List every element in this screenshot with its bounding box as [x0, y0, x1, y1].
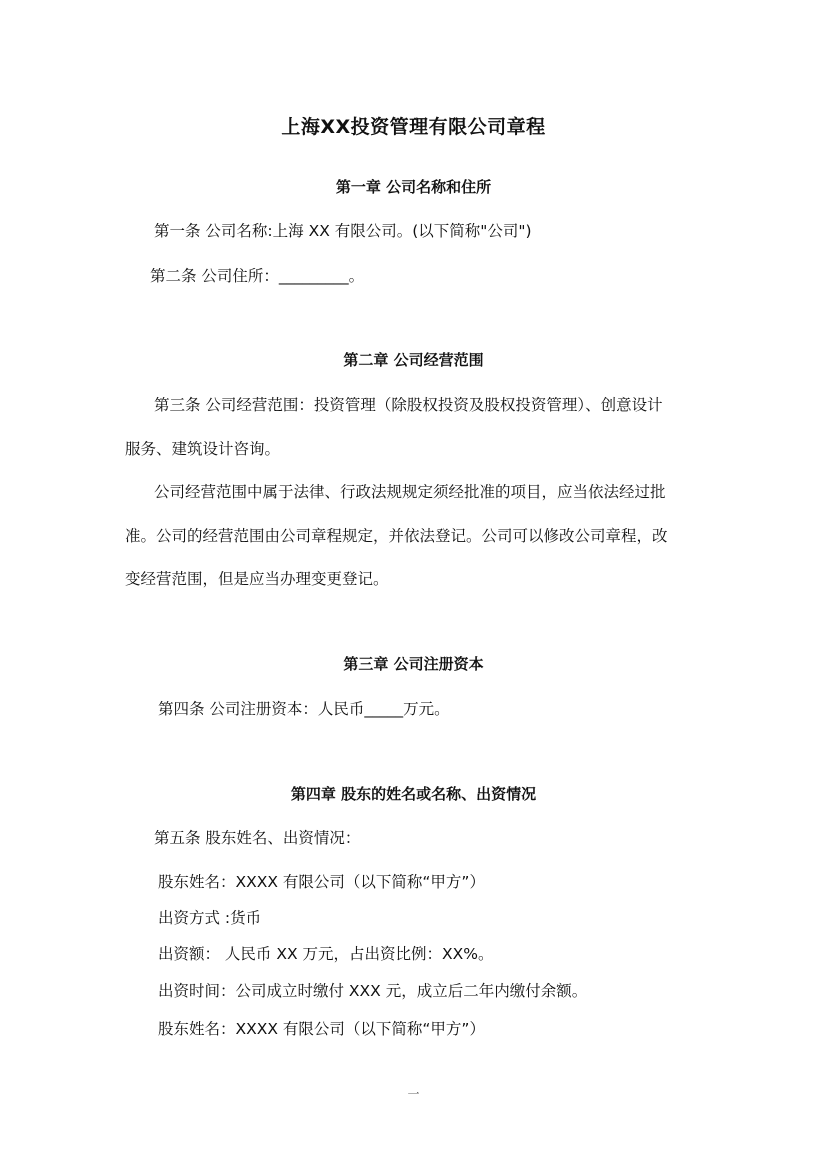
chapter-2-heading: 第二章 公司经营范围 — [343, 351, 484, 369]
article-1: 第一条 公司名称:上海 XX 有限公司。(以下简称"公司") — [154, 222, 532, 240]
contribution-amount: 出资额： 人民币 XX 万元，占出资比例：XX%。 — [158, 945, 494, 963]
chapter-1-heading: 第一章 公司名称和住所 — [335, 178, 492, 196]
contribution-time: 出资时间：公司成立时缴付 XXX 元，成立后二年内缴付余额。 — [158, 982, 588, 1000]
document-title: 上海XX投资管理有限公司章程 — [281, 116, 546, 138]
chapter-4-heading: 第四章 股东的姓名或名称、出资情况 — [290, 785, 537, 803]
article-5: 第五条 股东姓名、出资情况： — [154, 829, 361, 847]
article-4: 第四条 公司注册资本：人民币_____万元。 — [158, 700, 450, 718]
article-3-line-1: 第三条 公司经营范围：投资管理（除股权投资及股权投资管理）、创意设计 — [154, 396, 663, 414]
shareholder-name-2: 股东姓名：XXXX 有限公司（以下简称“甲方”） — [158, 1020, 485, 1038]
chapter-3-heading: 第三章 公司注册资本 — [343, 655, 484, 673]
article-3-line-2: 服务、建筑设计咨询。 — [125, 440, 281, 458]
article-2: 第二条 公司住所：_________。 — [150, 267, 365, 285]
page-number: 一 — [407, 1087, 420, 1101]
contribution-method: 出资方式 :货币 — [158, 909, 262, 927]
scope-paragraph-line-1: 公司经营范围中属于法律、行政法规规定须经批准的项目，应当依法经过批 — [154, 483, 666, 501]
scope-paragraph-line-3: 变经营范围，但是应当办理变更登记。 — [125, 570, 389, 588]
scope-paragraph-line-2: 准。公司的经营范围由公司章程规定，并依法登记。公司可以修改公司章程，改 — [125, 527, 668, 545]
shareholder-name-1: 股东姓名：XXXX 有限公司（以下简称“甲方”） — [158, 873, 485, 891]
